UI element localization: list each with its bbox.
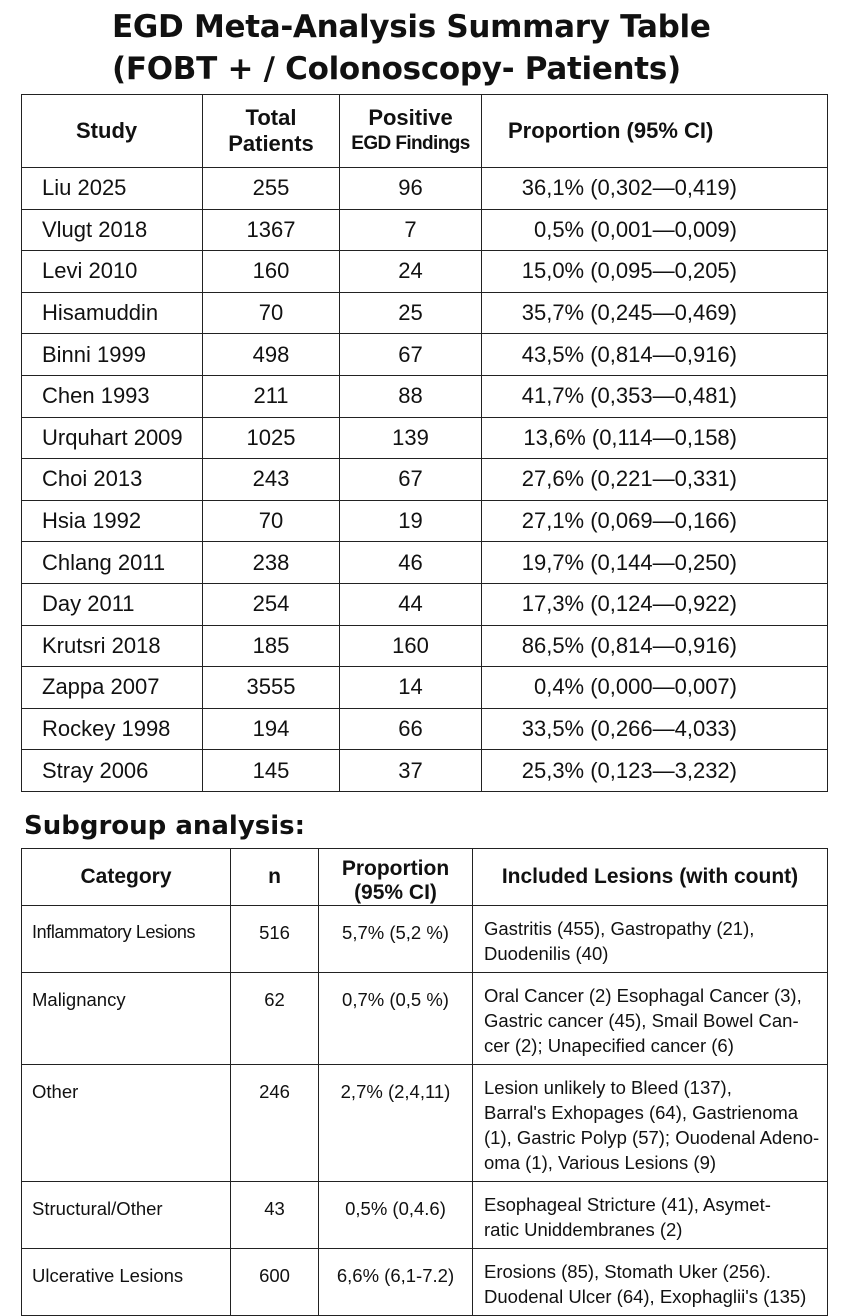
table-row	[22, 334, 828, 376]
proportion-cell: 13,6% (0,114—0,158)	[482, 417, 828, 459]
total-cell: 70	[203, 500, 340, 542]
n-cell: 43	[231, 1182, 319, 1249]
subgroup-proportion-cell: 6,6% (6,1-7.2)	[319, 1249, 473, 1316]
proportion-cell: 86,5% (0,814—0,916)	[482, 625, 828, 667]
header-lesions: Included Lesions (with count)	[473, 849, 828, 906]
study-cell: Choi 2013	[22, 459, 203, 501]
subgroup-row	[22, 1249, 828, 1316]
table-row	[22, 667, 828, 709]
category-cell: Other	[22, 1065, 231, 1182]
positive-cell: 160	[340, 625, 482, 667]
lesion-line: Gastric cancer (45), Smail Bowel Can-	[484, 1010, 799, 1031]
category-cell: Malignancy	[22, 973, 231, 1065]
total-cell: 160	[203, 251, 340, 293]
proportion-cell: 25,3% (0,123—3,232)	[482, 750, 828, 792]
table-row	[22, 459, 828, 501]
table-row	[22, 251, 828, 293]
total-cell: 255	[203, 168, 340, 210]
header-proportion: Proportion (95% CI)	[482, 95, 828, 168]
study-cell: Krutsri 2018	[22, 625, 203, 667]
header-total-line-2: Patients	[228, 131, 314, 156]
category-cell: Inflammatory Lesions	[22, 906, 231, 973]
header-category: Category	[22, 849, 231, 906]
study-cell: Vlugt 2018	[22, 209, 203, 251]
positive-cell: 139	[340, 417, 482, 459]
table-row	[22, 375, 828, 417]
subgroup-row	[22, 906, 828, 973]
lesions-cell	[473, 973, 828, 1065]
table-row	[22, 417, 828, 459]
study-cell: Liu 2025	[22, 168, 203, 210]
total-cell: 70	[203, 292, 340, 334]
proportion-cell: 27,6% (0,221—0,331)	[482, 459, 828, 501]
study-cell: Rockey 1998	[22, 708, 203, 750]
study-cell: Chen 1993	[22, 375, 203, 417]
proportion-cell: 41,7% (0,353—0,481)	[482, 375, 828, 417]
n-cell: 516	[231, 906, 319, 973]
positive-cell: 7	[340, 209, 482, 251]
proportion-cell: 19,7% (0,144—0,250)	[482, 542, 828, 584]
table-row	[22, 750, 828, 792]
total-cell: 145	[203, 750, 340, 792]
proportion-cell: 0,4% (0,000—0,007)	[482, 667, 828, 709]
total-cell: 243	[203, 459, 340, 501]
positive-cell: 88	[340, 375, 482, 417]
header-positive-line-1: Positive	[368, 105, 453, 130]
table-row	[22, 625, 828, 667]
subgroup-proportion-cell: 0,5% (0,4.6)	[319, 1182, 473, 1249]
lesions-cell	[473, 1065, 828, 1182]
positive-cell: 25	[340, 292, 482, 334]
lesion-line: Oral Cancer (2) Esophagal Cancer (3),	[484, 985, 802, 1006]
study-cell: Binni 1999	[22, 334, 203, 376]
subgroup-row	[22, 1182, 828, 1249]
table-row	[22, 542, 828, 584]
header-subgroup-proportion	[319, 849, 473, 906]
subgroup-table-header-row	[22, 849, 828, 906]
study-cell: Hsia 1992	[22, 500, 203, 542]
study-cell: Levi 2010	[22, 251, 203, 293]
total-cell: 211	[203, 375, 340, 417]
header-positive-line-2: EGD Findings	[351, 133, 470, 154]
lesion-line: Barral's Exhopages (64), Gastrienoma	[484, 1102, 799, 1123]
total-cell: 238	[203, 542, 340, 584]
lesion-line: Gastritis (455), Gastropathy (21),	[484, 918, 755, 939]
lesion-line: Duodenilis (40)	[484, 943, 609, 964]
positive-cell: 37	[340, 750, 482, 792]
positive-cell: 96	[340, 168, 482, 210]
positive-cell: 14	[340, 667, 482, 709]
lesion-line: (1), Gastric Polyp (57); Ouodenal Adeno-	[484, 1127, 820, 1148]
lesion-line: ratic Uniddembranes (2)	[484, 1219, 683, 1240]
n-cell: 62	[231, 973, 319, 1065]
header-total-line-1: Total	[245, 105, 297, 130]
table-row	[22, 209, 828, 251]
positive-cell: 66	[340, 708, 482, 750]
lesions-cell	[473, 1249, 828, 1316]
proportion-cell: 15,0% (0,095—0,205)	[482, 251, 828, 293]
total-cell: 498	[203, 334, 340, 376]
header-study: Study	[22, 95, 203, 168]
lesions-cell	[473, 906, 828, 973]
lesion-line: Esophageal Stricture (41), Asymet-	[484, 1194, 771, 1215]
table-row	[22, 500, 828, 542]
subgroup-proportion-cell: 5,7% (5,2 %)	[319, 906, 473, 973]
study-cell: Stray 2006	[22, 750, 203, 792]
table-row	[22, 583, 828, 625]
positive-cell: 24	[340, 251, 482, 293]
title-line-2: (FOBT + / Colonoscopy- Patients)	[112, 51, 681, 87]
study-cell: Zappa 2007	[22, 667, 203, 709]
lesions-cell	[473, 1182, 828, 1249]
positive-cell: 44	[340, 583, 482, 625]
proportion-cell: 43,5% (0,814—0,916)	[482, 334, 828, 376]
lesion-line: oma (1), Various Lesions (9)	[484, 1152, 717, 1173]
positive-cell: 19	[340, 500, 482, 542]
total-cell: 1367	[203, 209, 340, 251]
proportion-cell: 17,3% (0,124—0,922)	[482, 583, 828, 625]
title-line-1: EGD Meta-Analysis Summary Table	[112, 9, 711, 45]
lesion-line: Erosions (85), Stomath Uker (256).	[484, 1261, 771, 1282]
study-cell: Day 2011	[22, 583, 203, 625]
header-subgroup-proportion-line-1: Proportion	[341, 857, 450, 880]
header-total-patients	[203, 95, 340, 168]
table-row	[22, 708, 828, 750]
summary-table-header-row	[22, 95, 828, 168]
page-title	[112, 6, 812, 90]
subgroup-table	[21, 848, 828, 1316]
n-cell: 600	[231, 1249, 319, 1316]
subgroup-heading: Subgroup analysis:	[24, 811, 306, 841]
positive-cell: 67	[340, 334, 482, 376]
positive-cell: 67	[340, 459, 482, 501]
subgroup-row	[22, 973, 828, 1065]
proportion-cell: 36,1% (0,302—0,419)	[482, 168, 828, 210]
total-cell: 185	[203, 625, 340, 667]
total-cell: 194	[203, 708, 340, 750]
subgroup-proportion-cell: 0,7% (0,5 %)	[319, 973, 473, 1065]
proportion-cell: 27,1% (0,069—0,166)	[482, 500, 828, 542]
study-cell: Urquhart 2009	[22, 417, 203, 459]
total-cell: 3555	[203, 667, 340, 709]
total-cell: 254	[203, 583, 340, 625]
study-cell: Hisamuddin	[22, 292, 203, 334]
lesion-line: cer (2); Unapecified cancer (6)	[484, 1035, 734, 1056]
category-cell: Structural/Other	[22, 1182, 231, 1249]
subgroup-row	[22, 1065, 828, 1182]
lesion-line: Lesion unlikely to Bleed (137),	[484, 1077, 732, 1098]
lesion-line: Duodenal Ulcer (64), Exophaglii's (135)	[484, 1286, 807, 1307]
header-subgroup-proportion-line-2: (95% CI)	[354, 881, 437, 904]
subgroup-proportion-cell: 2,7% (2,4,11)	[319, 1065, 473, 1182]
proportion-cell: 33,5% (0,266—4,033)	[482, 708, 828, 750]
table-row	[22, 168, 828, 210]
header-positive-egd	[340, 95, 482, 168]
positive-cell: 46	[340, 542, 482, 584]
summary-table	[21, 94, 828, 792]
study-cell: Chlang 2011	[22, 542, 203, 584]
total-cell: 1025	[203, 417, 340, 459]
n-cell: 246	[231, 1065, 319, 1182]
proportion-cell: 35,7% (0,245—0,469)	[482, 292, 828, 334]
header-n: n	[231, 849, 319, 906]
category-cell: Ulcerative Lesions	[22, 1249, 231, 1316]
proportion-cell: 0,5% (0,001—0,009)	[482, 209, 828, 251]
table-row	[22, 292, 828, 334]
